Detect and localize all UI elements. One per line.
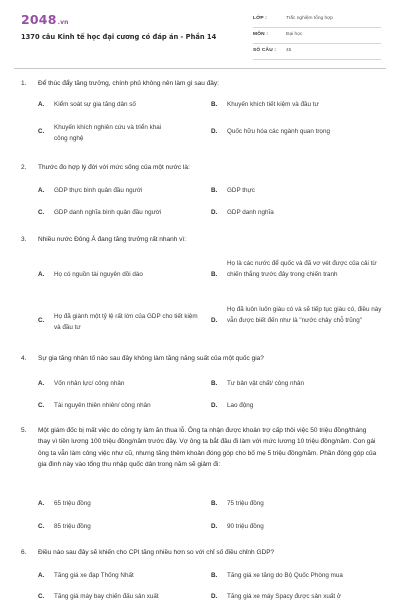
option-text: Họ đã giành một tỷ lệ rất lớn của GDP cho tiết kiệm và đầu tư (54, 313, 198, 331)
question-text: Sự gia tăng nhân tố nào sau đây không làm tăng năng suất của một quốc gia? (38, 355, 264, 362)
question-number: 5. (21, 427, 27, 434)
option-letter: B. (211, 271, 218, 278)
option-text: Khuyến khích nghiên cứu và triển khai công nghệ (54, 124, 162, 142)
option-text: Tăng giá xe máy Spacy được sản xuất ở (227, 593, 341, 600)
option-text: Kiểm soát sự gia tăng dân số (54, 101, 136, 108)
option-text: GDP thực bình quân đầu người (54, 187, 143, 194)
option-text: Tăng giá máy bay chiến đấu sản xuất (54, 593, 159, 600)
option-letter: C. (38, 593, 45, 600)
option-letter: B. (211, 380, 218, 387)
option-letter: B. (211, 572, 218, 579)
question-text: Nhiều nước Đông Á đang tăng trưởng rất nhanh vì: (38, 236, 187, 243)
document-meta (253, 12, 381, 60)
question-number: 1. (21, 80, 27, 87)
question-number: 4. (21, 355, 27, 362)
meta-label: SỐ CÂU : (253, 48, 277, 53)
option-text: Tăng giá xe đạp Thống Nhất (54, 572, 134, 579)
option-letter: D. (211, 402, 218, 409)
meta-value: Đại học (286, 32, 303, 37)
option-text: Lao động (227, 402, 254, 409)
meta-row-subject (253, 28, 381, 44)
option-text: 85 triệu đồng (54, 523, 91, 530)
option-text: 75 triệu đồng (227, 500, 264, 507)
option-text: 90 triệu đồng (227, 523, 264, 530)
document-header (0, 0, 400, 68)
option-text: GDP thực (227, 187, 255, 194)
question-number: 6. (21, 549, 27, 556)
option-letter: B. (211, 101, 218, 108)
question-number: 3. (21, 236, 27, 243)
meta-label: MÔN : (253, 32, 269, 37)
option-text: Họ là các nước để quốc và đã vơ vét được của cải từ chiến thắng trước đây trong chiến tranh (227, 260, 377, 278)
option-letter: D. (211, 523, 218, 530)
option-letter: A. (38, 380, 45, 387)
option-text: Vốn nhân lực/ công nhân (54, 380, 125, 387)
meta-row-count (253, 44, 381, 60)
option-text: GDP danh nghĩa bình quân đầu người (54, 209, 162, 216)
option-letter: C. (38, 128, 45, 135)
option-letter: B. (211, 187, 218, 194)
option-letter: A. (38, 187, 45, 194)
option-letter: D. (211, 128, 218, 135)
logo-suffix: .vn (57, 19, 69, 26)
question-text: Để thúc đẩy tăng trưởng, chính phủ không nên làm gì sau đây: (38, 80, 219, 87)
meta-value: 45 (286, 48, 292, 53)
option-letter: D. (211, 317, 218, 324)
meta-row-class (253, 12, 381, 28)
option-text: GDP danh nghĩa (227, 209, 274, 216)
option-text: Quốc hữu hóa các ngành quan trọng (227, 128, 330, 135)
option-text: Tư bản vật chất/ công nhân (227, 380, 305, 387)
option-letter: C. (38, 209, 45, 216)
option-letter: C. (38, 317, 45, 324)
question-text: Điều nào sau đây sẽ khiến cho CPI tăng nhiều hơn so với chỉ số điều chỉnh GDP? (38, 549, 275, 556)
option-text: Tài nguyên thiên nhiên/ công nhân (54, 402, 151, 409)
option-letter: D. (211, 593, 218, 600)
site-logo[interactable] (21, 12, 69, 27)
logo-main: 2048 (21, 12, 57, 27)
option-letter: A. (38, 271, 45, 278)
option-letter: D. (211, 209, 218, 216)
option-letter: A. (38, 572, 45, 579)
document-title: 1370 câu Kinh tế học đại cương có đáp án - Phần 14 (21, 33, 217, 41)
option-letter: C. (38, 523, 45, 530)
option-text: 65 triệu đồng (54, 500, 91, 507)
option-letter: A. (38, 101, 45, 108)
header-divider (14, 68, 386, 69)
option-text: Tăng giá xe tăng do Bộ Quốc Phòng mua (227, 572, 343, 579)
meta-value: Trắc nghiệm tổng hợp (286, 16, 333, 21)
meta-label: LỚP : (253, 16, 268, 21)
option-letter: B. (211, 500, 218, 507)
question-number: 2. (21, 164, 27, 171)
question-text: Một giám đốc bị mất việc do công ty làm ăn thua lỗ. Ông ta nhận được khoản trợ cấp thôi việc 50 triệu đồng/tháng thay vì tiền lương 100 triệu đồng/năm trước đây. Vợ ông ta bắt đầu đi làm với mức lương 10 triệu đồng/năm. Con gái ông ta vẫn làm công việc như cũ, nhưng tăng thêm khoản đóng góp cho bố mẹ 5 triệu đồng/năm. Phần đóng góp của gia đình này vào tổng thu nhập quốc dân trong năm sẽ giảm đi: (38, 427, 377, 468)
option-text: Họ đã luôn luôn giàu có và sẽ tiếp tục giàu có, điều này vẫn được biết đến như là "nước chảy chỗ trũng" (227, 306, 382, 324)
option-letter: C. (38, 402, 45, 409)
option-letter: A. (38, 500, 45, 507)
option-text: Họ có nguồn tài nguyên dồi dào (54, 271, 143, 278)
question-text: Thước đo hợp lý đời với mức sống của một nước là: (38, 164, 190, 171)
option-text: Khuyến khích tiết kiệm và đầu tư (227, 101, 319, 108)
